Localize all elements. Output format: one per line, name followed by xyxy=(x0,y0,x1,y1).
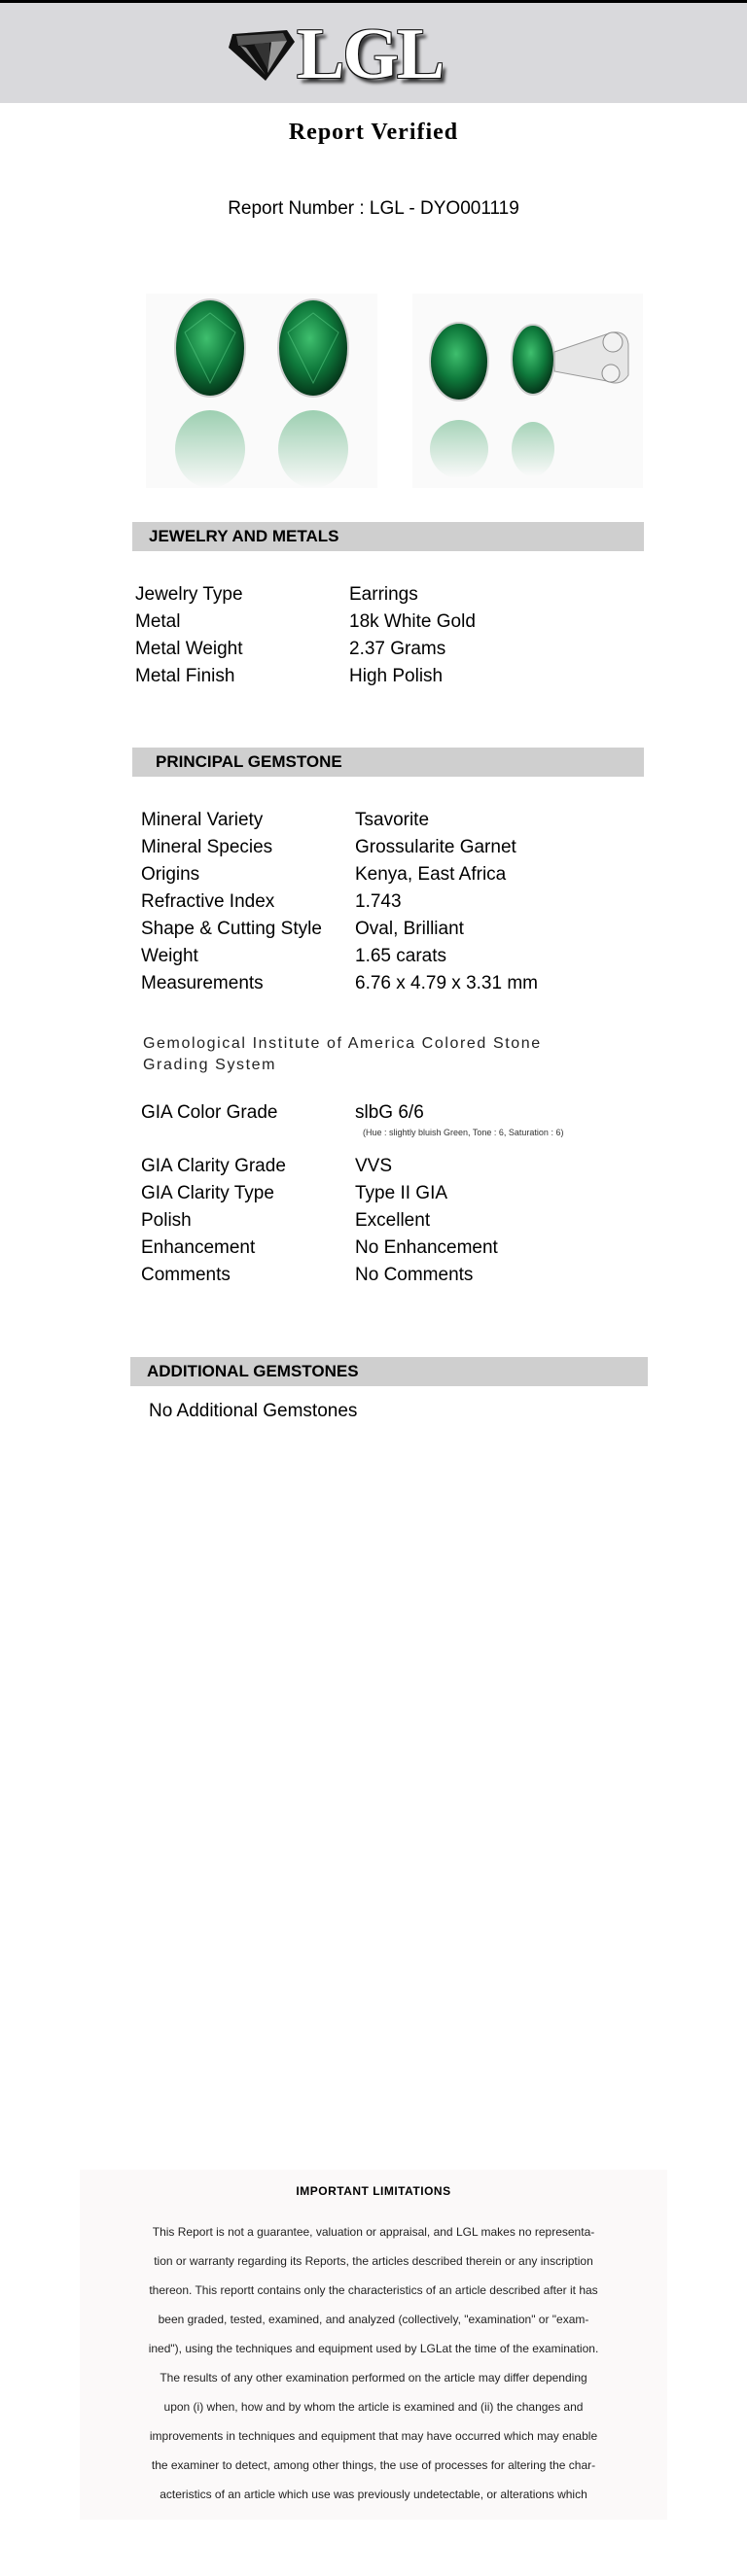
report-number: Report Number : LGL - DYO001119 xyxy=(228,198,519,219)
hue-note: (Hue : slightly bluish Green, Tone : 6, Saturation : 6) xyxy=(363,1128,564,1137)
shape-cutting-label: Shape & Cutting Style xyxy=(141,919,322,939)
polish-value: Excellent xyxy=(355,1210,431,1231)
origins-value: Kenya, East Africa xyxy=(355,864,507,885)
refractive-index-label: Refractive Index xyxy=(141,891,275,912)
limitations-heading: IMPORTANT LIMITATIONS xyxy=(296,2184,451,2198)
header-bar xyxy=(0,0,747,103)
gia-grading-system-note: Gemological Institute of America Colored Stone Grading System xyxy=(143,1035,542,1073)
gia-clarity-type-label: GIA Clarity Type xyxy=(141,1183,274,1203)
limitations-line: This Report is not a guarantee, valuation or appraisal, and LGL makes no representa- xyxy=(152,2225,595,2239)
origins-label: Origins xyxy=(141,864,200,885)
limitations-line: thereon. This reportt contains only the characteristics of an article described after it has xyxy=(149,2283,598,2297)
limitations-line: been graded, tested, examined, and analyzed (collectively, "examination" or "exam- xyxy=(158,2313,589,2326)
gia-clarity-grade-label: GIA Clarity Grade xyxy=(141,1156,286,1176)
jewelry-type-label: Jewelry Type xyxy=(135,584,243,605)
earrings-side-photo xyxy=(412,294,643,488)
mineral-species-value: Grossularite Garnet xyxy=(355,837,516,857)
additional-gemstones-heading: ADDITIONAL GEMSTONES xyxy=(130,1357,648,1386)
limitations-line: tion or warranty regarding its Reports, the articles described therein or any inscription xyxy=(154,2254,593,2268)
gia-clarity-grade-value: VVS xyxy=(355,1156,393,1176)
diamond-icon xyxy=(227,24,295,83)
metal-label: Metal xyxy=(135,611,181,632)
jewelry-metals-heading: JEWELRY AND METALS xyxy=(132,522,644,551)
metal-weight-value: 2.37 Grams xyxy=(349,639,446,659)
refractive-index-value: 1.743 xyxy=(355,891,402,912)
lgl-logo xyxy=(227,17,480,92)
weight-label: Weight xyxy=(141,946,198,966)
shape-cutting-value: Oval, Brilliant xyxy=(355,919,464,939)
mineral-variety-label: Mineral Variety xyxy=(141,810,264,830)
measurements-value: 6.76 x 4.79 x 3.31 mm xyxy=(355,973,538,993)
polish-label: Polish xyxy=(141,1210,192,1231)
page-title: Report Verified xyxy=(288,120,459,145)
logo-text: LGL xyxy=(297,15,444,94)
metal-value: 18k White Gold xyxy=(349,611,476,632)
gia-color-grade-value: slbG 6/6 xyxy=(355,1102,424,1123)
limitations-line: ined"), using the techniques and equipment used by LGLat the time of the examination. xyxy=(148,2342,599,2355)
enhancement-label: Enhancement xyxy=(141,1237,256,1258)
limitations-line: acteristics of an article which use was previously undetectable, or alterations which xyxy=(160,2488,587,2501)
metal-weight-label: Metal Weight xyxy=(135,639,243,659)
no-additional-gemstones-text: No Additional Gemstones xyxy=(149,1401,358,1421)
gia-color-grade-label: GIA Color Grade xyxy=(141,1102,278,1123)
metal-finish-label: Metal Finish xyxy=(135,666,235,686)
earrings-front-photo xyxy=(146,294,377,488)
limitations-line: The results of any other examination performed on the article may differ depending xyxy=(160,2371,587,2385)
gia-clarity-type-value: Type II GIA xyxy=(355,1183,448,1203)
jewelry-type-value: Earrings xyxy=(349,584,418,605)
comments-label: Comments xyxy=(141,1265,231,1285)
enhancement-value: No Enhancement xyxy=(355,1237,498,1258)
mineral-species-label: Mineral Species xyxy=(141,837,273,857)
limitations-line: upon (i) when, how and by whom the article is examined and (ii) the changes and xyxy=(163,2400,584,2414)
limitations-line: improvements in techniques and equipment that may have occurred which may enable xyxy=(149,2429,598,2443)
weight-value: 1.65 carats xyxy=(355,946,446,966)
limitations-line: the examiner to detect, among other things, the use of processes for altering the char- xyxy=(151,2458,596,2472)
limitations-text xyxy=(105,2217,642,2509)
principal-gemstone-heading: PRINCIPAL GEMSTONE xyxy=(132,748,644,777)
comments-value: No Comments xyxy=(355,1265,474,1285)
mineral-variety-value: Tsavorite xyxy=(355,810,430,830)
metal-finish-value: High Polish xyxy=(349,666,444,686)
measurements-label: Measurements xyxy=(141,973,264,993)
